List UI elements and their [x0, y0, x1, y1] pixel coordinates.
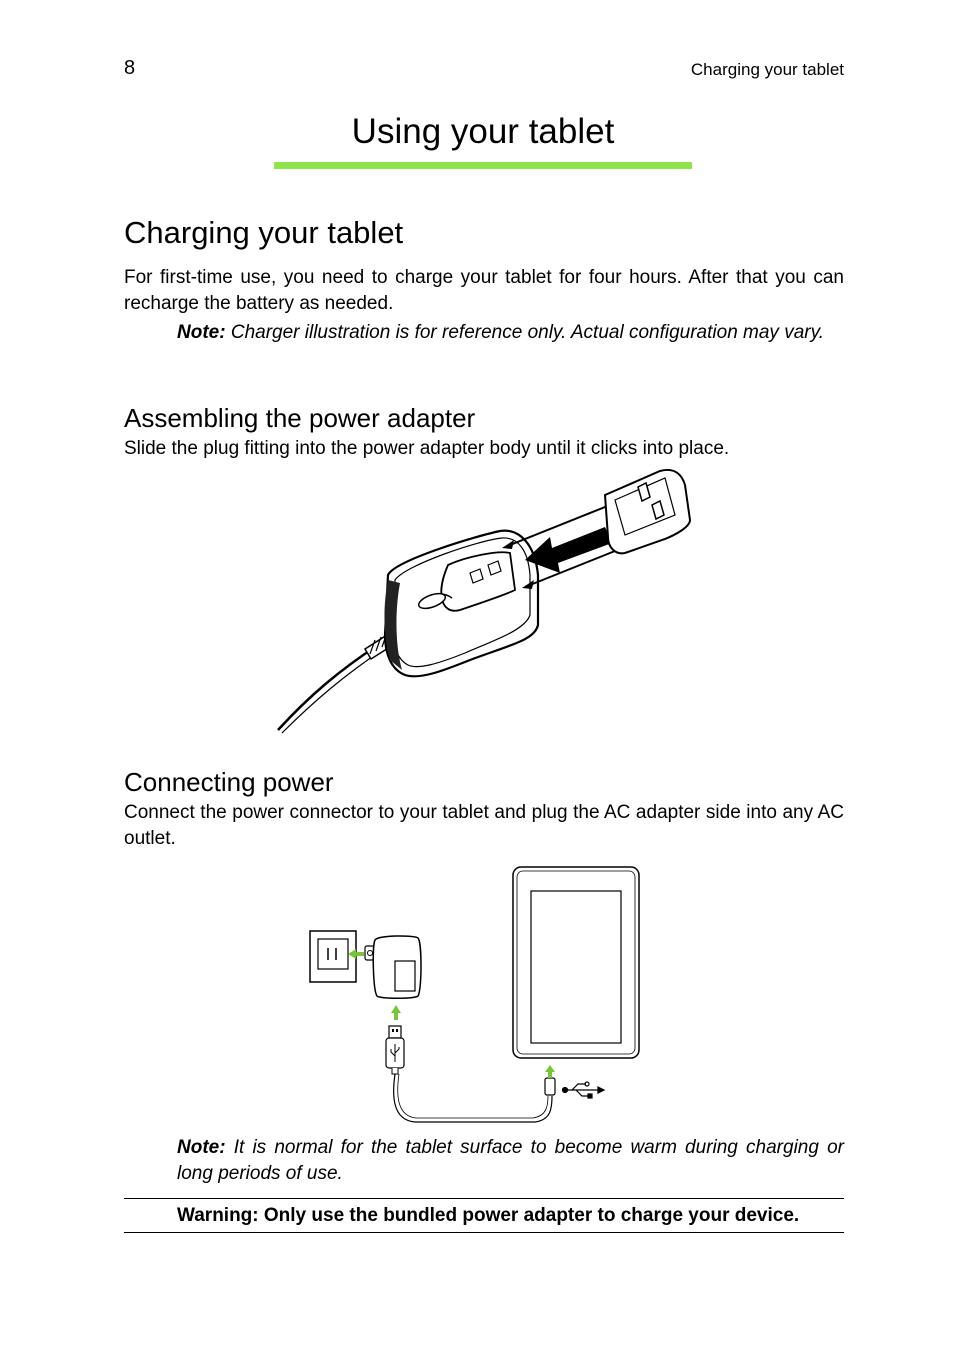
connecting-paragraph: Connect the power connector to your tablet and plug the AC adapter side into any AC outlet. — [124, 802, 844, 849]
note-surface-warm — [177, 1135, 844, 1187]
running-header: Charging your tablet — [690, 60, 844, 79]
usb-icon — [563, 1082, 605, 1098]
outlet-icon — [310, 931, 356, 982]
warning-top-rule — [124, 1198, 844, 1199]
note-text: Charger illustration is for reference only. Actual configuration may vary. — [225, 322, 824, 343]
chapter-title-underline — [274, 162, 692, 169]
note-text: It is normal for the tablet surface to become warm during charging or long periods of use. — [177, 1137, 844, 1184]
intro-paragraph: For first-time use, you need to charge your tablet for four hours. After that you can recharge the battery as needed. — [124, 267, 844, 314]
warning-text: Warning: Only use the bundled power adapter to charge your device. — [177, 1205, 800, 1226]
power-adapter-illustration — [270, 465, 700, 737]
tablet-illustration — [513, 867, 639, 1058]
subsection-title-connecting: Connecting power — [124, 767, 334, 797]
assembling-paragraph: Slide the plug fitting into the power adapter body until it clicks into place. — [124, 438, 730, 459]
warning-bottom-rule — [124, 1232, 844, 1233]
subsection-title-assembling: Assembling the power adapter — [124, 403, 476, 433]
section-title: Charging your tablet — [124, 215, 404, 250]
page-number: 8 — [124, 57, 136, 79]
note-label: Note: — [177, 322, 226, 343]
chapter-title: Using your tablet — [351, 112, 615, 151]
note-charger-reference — [177, 320, 844, 346]
connecting-power-illustration — [300, 860, 650, 1130]
note-label: Note: — [177, 1137, 226, 1158]
